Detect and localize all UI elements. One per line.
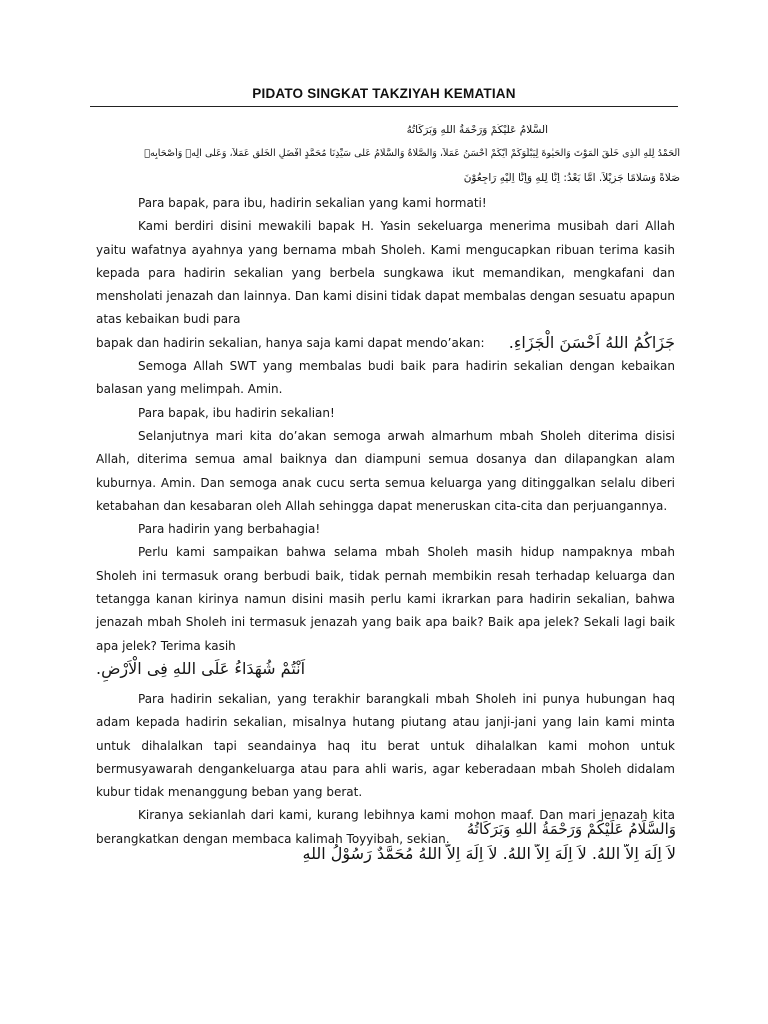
document-title: PIDATO SINGKAT TAKZIYAH KEMATIAN (252, 86, 516, 101)
paragraph-address-2: Para bapak, ibu hadirin sekalian! (138, 405, 335, 420)
paragraph-semoga: Semoga Allah SWT yang membalas budi baik para hadirin sekalian dengan kebaikan balasan yang melimpah. Amin. (96, 359, 675, 397)
arabic-closing-tahlil: لاَ اِلَهَ اِلاَّ اللهُ. لاَ اِلَهَ اِلاَّ اللهُ. لاَ اِلَهَ اِلاَّ اللهُ مُحَمَّدٌ رَسُوْلُ اللهِ (302, 844, 676, 863)
doa-intro-text: bapak dan hadirin sekalian, hanya saja kami dapat mendo’akan: (96, 335, 485, 350)
arabic-opening-line-2: صَلَاةً وَسَلَامًا جَزِيْلاً. اَمَّا بَعْدُ: اِنَّا لِلّٰهِ وَاِنَّا اِلَيْهِ رَاجِعُوْنَ (463, 172, 680, 184)
arabic-antum-syuhada: اَنْتُمْ شُهَدَاءُ عَلَى اللهِ فِى الْاَرْضِ. (96, 658, 306, 678)
speech-body (96, 192, 675, 851)
arabic-opening-line-1: اَلْحَمْدُ لِلّٰهِ الَّذِى خَلَقَ الْمَوْتَ وَالْحَيٰوةَ لِيَبْلُوَكُمْ اَيُّكُمْ اَحْسَنُ عَمَلاً، وَالصَّلَاةُ وَالسَّلَامُ عَلٰى سَيِّدِنَا مُحَمَّدٍ اَفْضَلِ الْخَلْقِ عَمَلاً، وَعَلٰى اٰلِهٖ وَاَصْحَابِهٖ (144, 148, 680, 159)
paragraph-representation: Kami berdiri disini mewakili bapak H. Yasin sekeluarga menerima musibah dari Allah yaitu wafatnya ayahnya yang bernama mbah Sholeh. Kami mengucapkan ribuan terima kasih kepada para hadirin sekalian yang berbela sungkawa ikut memandikan, mengkafani dan mensholati jenazah dan lainnya. Dan kami disini tidak dapat membalas dengan sesuatu apapun atas kebaikan budi para (96, 219, 675, 327)
paragraph-greeting: Para bapak, para ibu, hadirin sekalian yang kami hormati! (138, 196, 487, 210)
arabic-doa-jazakumullah: جَزَاكُمُ اللهُ اَحْسَنَ الْجَزَاءِ. (508, 332, 675, 352)
arabic-opening-salam: اَلسَّلَامُ عَلَيْكُمْ وَرَحْمَةُ اللهِ وَبَرَكَاتُهُ (406, 124, 548, 136)
paragraph-closing: Kiranya sekianlah dari kami, kurang lebihnya kami mohon maaf. Dan mari jenazah kita berangkatkan dengan membaca kalimah Toyyibah, sekian. (96, 808, 675, 846)
title-underline (90, 106, 678, 107)
paragraph-testimony: Perlu kami sampaikan bahwa selama mbah Sholeh masih hidup nampaknya mbah Sholeh ini termasuk orang berbudi baik, tidak pernah membikin resah terhadap keluarga dan tetangga kanan kirinya namun disini masih perlu kami ikrarkan para hadirin sekalian, bahwa jenazah mbah Sholeh ini termasuk jenazah yang baik apa baik? Baik apa jelek? Sekali lagi baik apa jelek? Terima kasih (96, 545, 675, 653)
paragraph-prayer: Selanjutnya mari kita do’akan semoga arwah almarhum mbah Sholeh diterima disisi Allah, diterima semua amal baiknya dan diampuni semua dosanya dan dilapangkan alam kuburnya. Amin. Dan semoga anak cucu serta semua keluarga yang ditinggalkan selalu diberi ketabahan dan kesabaran oleh Allah sehingga dapat meneruskan cita-cita dan perjuangannya. (96, 428, 675, 513)
arabic-closing-salam: وَالسَّلَامُ عَلَيْكُمْ وَرَحْمَةُ اللهِ وَبَرَكَاتُهُ (466, 820, 676, 838)
paragraph-debts: Para hadirin sekalian, yang terakhir barangkali mbah Sholeh ini punya hubungan haq adam kepada hadirin sekalian, misalnya hutang piutang atau janji-jani yang lain kami minta untuk dihalalkan tapi seandainya haq itu berat untuk dihalalkan kami mohon untuk bermusyawarah dengankeluarga atau para ahli waris, agar keberadaan mbah Sholeh didalam kubur tidak menanggung beban yang berat. (96, 691, 675, 800)
testimony-arabic-line (96, 658, 675, 688)
paragraph-address-3: Para hadirin yang berbahagia! (138, 522, 321, 537)
doa-line (96, 332, 675, 355)
